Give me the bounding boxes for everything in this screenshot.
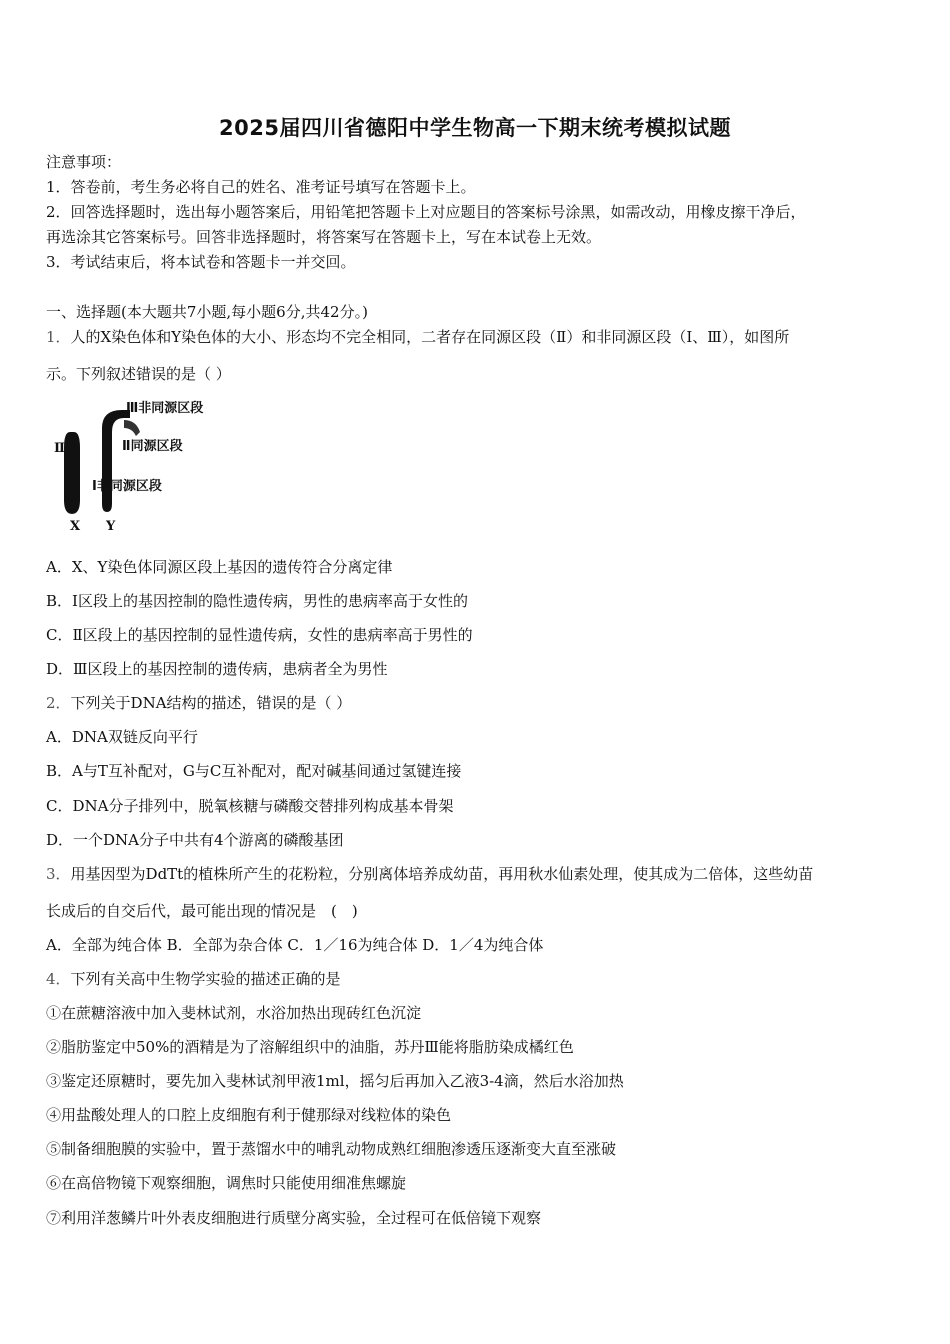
q4-statement-7: ⑦利用洋葱鳞片叶外表皮细胞进行质壁分离实验，全过程可在低倍镜下观察 bbox=[46, 1209, 542, 1227]
question-number: 4． bbox=[46, 970, 71, 988]
notice-item-3: 3．考试结束后，将本试卷和答题卡一并交回。 bbox=[46, 253, 356, 271]
y-chromosome-arm bbox=[124, 420, 140, 436]
question-text: 下列有关高中生物学实验的描述正确的是 bbox=[70, 970, 341, 988]
question-number: 1． bbox=[46, 328, 71, 346]
notice-item-2a: 2．回答选择题时，选出每小题答案后，用铅笔把答题卡上对应题目的答案标号涂黑，如需改动，用橡皮擦干净后， bbox=[46, 203, 806, 221]
q1-option-b: B．Ⅰ区段上的基因控制的隐性遗传病，男性的患病率高于女性的 bbox=[46, 592, 468, 610]
question-2-stem bbox=[46, 693, 351, 713]
label-x: X bbox=[70, 519, 81, 534]
question-text: 用基因型为DdTt的植株所产生的花粉粒，分别离体培养成幼苗，再用秋水仙素处理，使其成为二倍体，这些幼苗 bbox=[70, 865, 814, 883]
q4-statement-6: ⑥在高倍物镜下观察细胞，调焦时只能使用细准焦螺旋 bbox=[46, 1174, 407, 1192]
label-ii-left: Ⅱ bbox=[54, 441, 65, 456]
q4-statement-3: ③鉴定还原糖时，要先加入斐林试剂甲液1ml，摇匀后再加入乙液3-4滴，然后水浴加热 bbox=[46, 1072, 624, 1090]
question-text: 下列关于DNA结构的描述，错误的是（ ） bbox=[70, 694, 352, 712]
label-ii-segment: Ⅱ同源区段 bbox=[122, 439, 183, 454]
question-1-stem bbox=[46, 327, 789, 347]
chromosome-svg bbox=[40, 392, 240, 540]
question-text: 人的X染色体和Y染色体的大小、形态均不完全相同，二者存在同源区段（Ⅱ）和非同源区段（Ⅰ、Ⅲ），如图所 bbox=[70, 328, 790, 346]
section-heading: 一、选择题(本大题共7小题,每小题6分,共42分。) bbox=[46, 303, 368, 321]
question-4-stem bbox=[46, 969, 341, 989]
q2-option-c: C．DNA分子排列中，脱氧核糖与磷酸交替排列构成基本骨架 bbox=[46, 797, 454, 815]
notice-item-2b: 再选涂其它答案标号。回答非选择题时，将答案写在答题卡上，写在本试卷上无效。 bbox=[46, 228, 602, 246]
notice-item-1: 1．答卷前，考生务必将自己的姓名、准考证号填写在答题卡上。 bbox=[46, 178, 476, 196]
question-number: 2． bbox=[46, 694, 71, 712]
question-number: 3． bbox=[46, 865, 71, 883]
q3-options: A．全部为纯合体 B．全部为杂合体 C．1／16为纯合体 D．1／4为纯合体 bbox=[46, 936, 544, 954]
question-3-stem-cont: 长成后的自交后代，最可能出现的情况是 ( ) bbox=[46, 902, 358, 920]
label-iii-segment: Ⅲ非同源区段 bbox=[126, 401, 204, 416]
q4-statement-1: ①在蔗糖溶液中加入斐林试剂，水浴加热出现砖红色沉淀 bbox=[46, 1004, 422, 1022]
q1-option-d: D．Ⅲ区段上的基因控制的遗传病，患病者全为男性 bbox=[46, 660, 388, 678]
question-1-stem-cont: 示。下列叙述错误的是（ ） bbox=[46, 365, 231, 383]
page-title: 2025届四川省德阳中学生物高一下期末统考模拟试题 bbox=[219, 116, 731, 140]
q4-statement-4: ④用盐酸处理人的口腔上皮细胞有利于健那绿对线粒体的染色 bbox=[46, 1106, 452, 1124]
q4-statement-2: ②脂肪鉴定中50%的酒精是为了溶解组织中的油脂，苏丹Ⅲ能将脂肪染成橘红色 bbox=[46, 1038, 574, 1056]
q2-option-a: A．DNA双链反向平行 bbox=[46, 728, 198, 746]
label-y: Y bbox=[106, 519, 116, 534]
label-i-segment: Ⅰ非同源区段 bbox=[92, 479, 162, 494]
question-3-stem bbox=[46, 864, 813, 884]
q1-option-c: C．Ⅱ区段上的基因控制的显性遗传病，女性的患病率高于男性的 bbox=[46, 626, 473, 644]
x-chromosome bbox=[64, 432, 80, 514]
q1-option-a: A．X、Y染色体同源区段上基因的遗传符合分离定律 bbox=[46, 558, 393, 576]
notice-heading: 注意事项： bbox=[46, 153, 122, 171]
q2-option-b: B．A与T互补配对，G与C互补配对，配对碱基间通过氢键连接 bbox=[46, 762, 462, 780]
chromosome-figure bbox=[40, 392, 240, 540]
q2-option-d: D．一个DNA分子中共有4个游离的磷酸基团 bbox=[46, 831, 344, 849]
q4-statement-5: ⑤制备细胞膜的实验中，置于蒸馏水中的哺乳动物成熟红细胞渗透压逐渐变大直至涨破 bbox=[46, 1140, 617, 1158]
